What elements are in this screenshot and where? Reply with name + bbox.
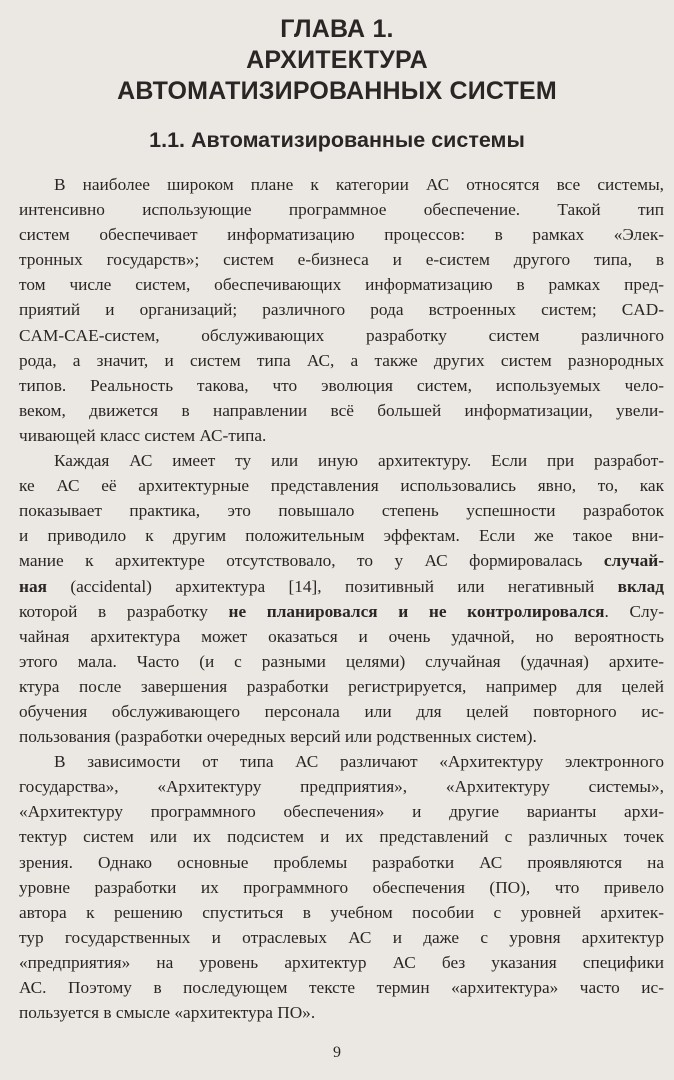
- text-line: пользования (разработки очередных версий или родственных систем).: [19, 727, 537, 747]
- paragraph-1: [19, 172, 664, 448]
- text-line: обучения обслуживающего персонала или для целей повторного ис-: [19, 701, 664, 721]
- chapter-title-line-2: АВТОМАТИЗИРОВАННЫХ СИСТЕМ: [117, 77, 557, 105]
- text-line: В наиболее широком плане к категории АС относятся все системы,: [54, 175, 664, 194]
- text-line: [19, 599, 664, 624]
- paragraph-2: [19, 448, 664, 749]
- text-run: мание к архитектуре отсутствовало, то у АС формировалась: [19, 551, 604, 571]
- text-line: этого мала. Часто (и с разными целями) случайная (удачная) архите-: [19, 651, 664, 671]
- text-line: показывает практика, это повышало степень успешности разработок: [19, 501, 664, 521]
- text-line: Каждая АС имеет ту или иную архитектуру. Если при разработ-: [54, 451, 664, 471]
- text-line: уровне разработки их программного обеспечения (ПО), что привело: [19, 877, 664, 897]
- text-line: CAM-CAE-систем, обслуживающих разработку систем различного: [19, 325, 664, 345]
- text-line: систем обеспечивает информатизацию процессов: в рамках «Элек-: [19, 225, 664, 245]
- chapter-number: ГЛАВА 1.: [280, 15, 394, 43]
- text-run: (accidental) архитектура [14], позитивный или негативный: [46, 576, 618, 596]
- bold-term: не планировался и не контролировался: [228, 601, 605, 621]
- bold-term: ная: [19, 576, 47, 596]
- text-line: чивающей класс систем АС-типа.: [19, 425, 267, 445]
- text-line: пользуется в смысле «архитектура ПО».: [19, 1003, 316, 1023]
- text-line: «Архитектуру программного обеспечения» и другие варианты архи-: [19, 802, 664, 822]
- section-heading: 1.1. Автоматизированные системы: [149, 128, 525, 152]
- text-line: рода, а значит, и систем типа АС, а также других систем разнородных: [19, 350, 664, 370]
- text-line: «предприятия» на уровень архитектур АС без указания специфики: [19, 952, 664, 972]
- page-number: 9: [333, 1044, 341, 1061]
- text-line: В зависимости от типа АС различают «Архитектуру электронного: [54, 752, 664, 772]
- text-line: государства», «Архитектуру предприятия», «Архитектуру системы»,: [19, 777, 664, 797]
- text-line: [19, 548, 664, 573]
- text-line: [19, 574, 664, 599]
- text-run: которой в разработку: [19, 601, 229, 621]
- paragraph-3: [19, 749, 664, 1025]
- bold-term: вклад: [617, 576, 664, 596]
- text-line: тектур систем или их подсистем и их представлений с различных точек: [19, 827, 664, 847]
- text-line: ке АС её архитектурные представления использовались явно, то, как: [19, 476, 664, 496]
- text-line: приятий и организаций; различного рода встроенных систем; CAD-: [19, 300, 664, 320]
- text-line: и приводило к другим положительным эффектам. Если же такое вни-: [19, 526, 664, 546]
- text-line: тур государственных и отраслевых АС и даже с уровня архитектур: [19, 927, 664, 947]
- chapter-heading: [0, 14, 674, 107]
- text-line: АС. Поэтому в последующем тексте термин «архитектура» часто ис-: [19, 978, 664, 997]
- text-line: интенсивно использующие программное обеспечение. Такой тип: [19, 200, 664, 220]
- chapter-title-line-1: АРХИТЕКТУРА: [246, 46, 428, 74]
- text-run: . Слу-: [604, 601, 665, 621]
- text-line: ктура после завершения разработки регистрируется, например для целей: [19, 676, 664, 696]
- text-line: чайная архитектура может оказаться и очень удачной, но вероятность: [19, 626, 664, 646]
- body-text: [19, 172, 664, 1025]
- text-line: том числе систем, обеспечивающих информатизацию в рамках пред-: [19, 275, 664, 295]
- text-line: веком, движется в направлении всё большей информатизации, увели-: [19, 400, 664, 420]
- text-line: типов. Реальность такова, что эволюция систем, используемых чело-: [19, 375, 664, 395]
- bold-term: случай-: [603, 551, 664, 571]
- text-line: автора к решению спуститься в учебном пособии с уровней архитек-: [19, 902, 664, 922]
- text-line: зрения. Однако основные проблемы разработки АС проявляются на: [19, 852, 664, 872]
- text-line: тронных государств»; систем е-бизнеса и е-систем другого типа, в: [19, 250, 664, 270]
